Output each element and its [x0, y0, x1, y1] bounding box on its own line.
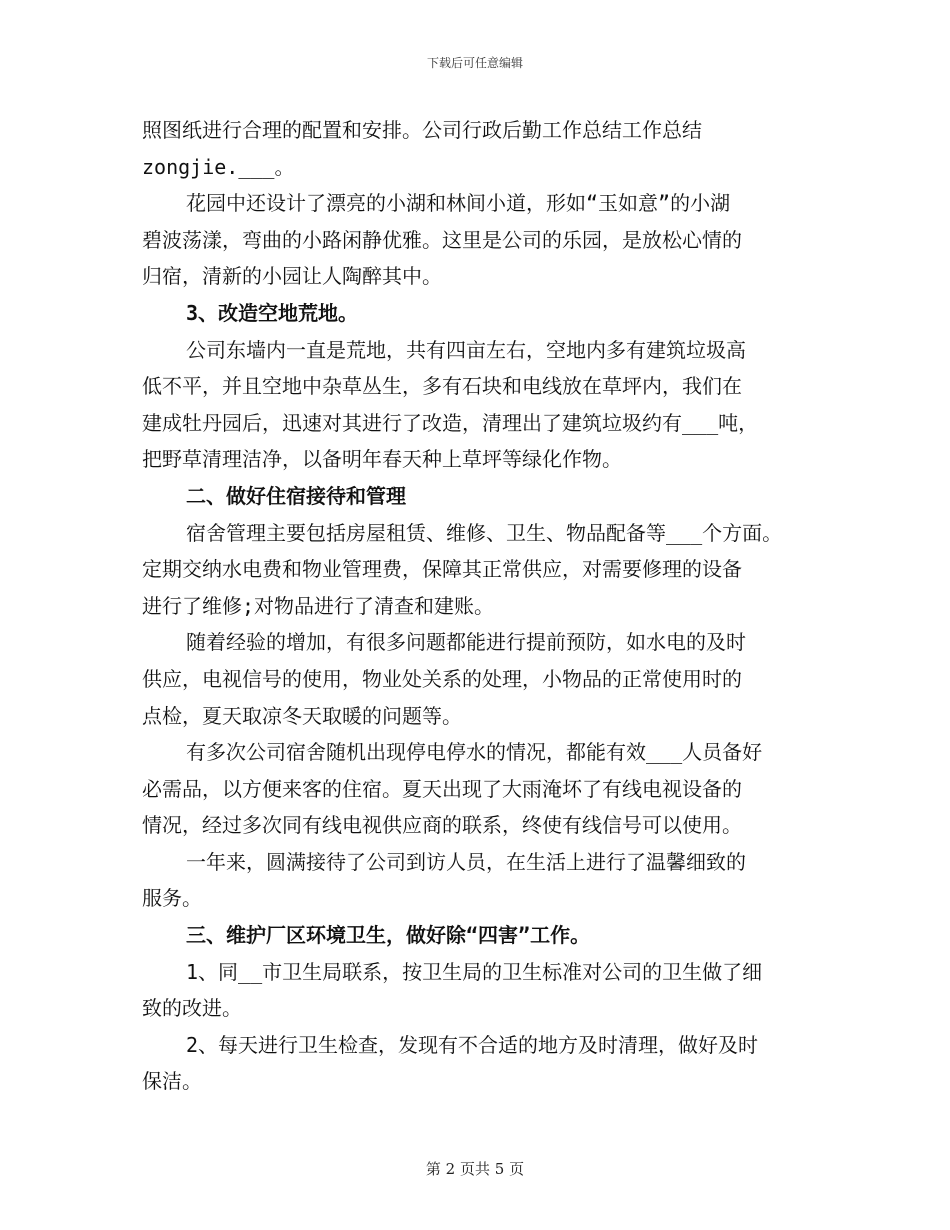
text-line: 碧波荡漾，弯曲的小路闲静优雅。这里是公司的乐园，是放松心情的	[142, 227, 742, 252]
text-line: 供应，电视信号的使用，物业处关系的处理，小物品的正常使用时的	[142, 666, 742, 691]
text-line: 低不平，并且空地中杂草丛生，多有石块和电线放在草坪内，我们在	[142, 374, 742, 399]
text-line: 1、同__市卫生局联系，按卫生局的卫生标准对公司的卫生做了细	[186, 959, 763, 984]
text-line: 定期交纳水电费和物业管理费，保障其正常供应，对需要修理的设备	[142, 557, 742, 582]
text-line: 点检，夏天取凉冬天取暖的问题等。	[142, 703, 462, 728]
text-line: 花园中还设计了漂亮的小湖和林间小道，形如“玉如意”的小湖	[186, 191, 731, 216]
text-line: 必需品，以方便来客的住宿。夏天出现了大雨淹坏了有线电视设备的	[142, 776, 742, 801]
section-heading-line: 三、维护厂区环境卫生，做好除“四害”工作。	[186, 923, 591, 948]
text-line: 照图纸进行合理的配置和安排。公司行政后勤工作总结工作总结	[142, 118, 702, 142]
text-line: 2、每天进行卫生检查，发现有不合适的地方及时清理，做好及时	[186, 1032, 759, 1057]
text-line: 情况，经过多次同有线电视供应商的联系，终使有线信号可以使用。	[142, 813, 742, 838]
text-line: 归宿，清新的小园让人陶醉其中。	[142, 264, 442, 289]
section-heading-line: 3、改造空地荒地。	[186, 300, 359, 325]
page-header: 下载后可任意编辑	[426, 56, 523, 70]
section-heading-line: 二、做好住宿接待和管理	[186, 483, 406, 508]
text-line: 把野草清理洁净，以备明年春天种上草坪等绿化作物。	[142, 447, 622, 472]
text-line: 有多次公司宿舍随机出现停电停水的情况，都能有效___人员备好	[186, 740, 763, 765]
text-line: 随着经验的增加，有很多问题都能进行提前预防，如水电的及时	[186, 630, 746, 655]
text-line: 建成牡丹园后，迅速对其进行了改造，清理出了建筑垃圾约有___吨，	[142, 410, 759, 435]
text-line: zongjie.___。	[142, 154, 295, 179]
text-line: 致的改进。	[142, 996, 242, 1021]
text-line: 保洁。	[142, 1069, 202, 1094]
text-line: 一年来，圆满接待了公司到访人员，在生活上进行了温馨细致的	[186, 849, 746, 874]
text-line: 服务。	[142, 886, 202, 911]
text-line: 公司东墙内一直是荒地，共有四亩左右，空地内多有建筑垃圾高	[186, 337, 746, 362]
text-line: 进行了维修;对物品进行了清查和建账。	[142, 593, 495, 618]
document-body	[142, 112, 832, 1100]
text-line: 宿舍管理主要包括房屋租赁、维修、卫生、物品配备等___个方面。	[186, 520, 783, 545]
page-footer: 第 2 页共 5 页	[425, 1160, 525, 1178]
